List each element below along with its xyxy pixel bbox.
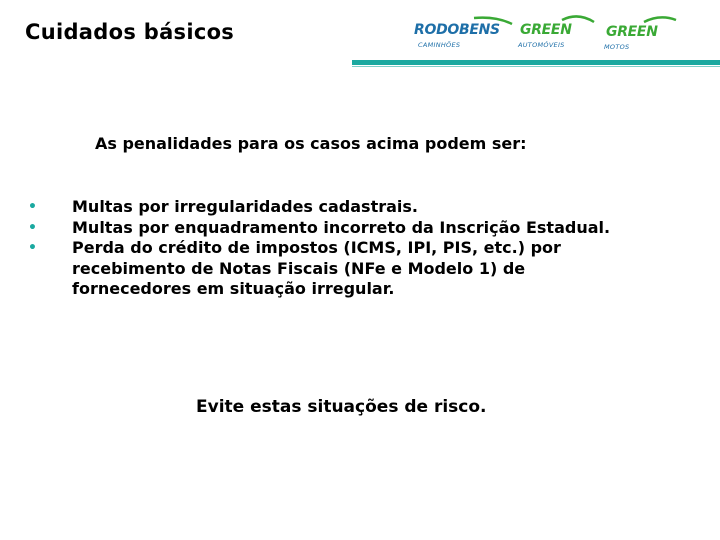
brand-logos [408, 14, 688, 52]
rodobens-logo-text: RODOBENS [414, 22, 500, 38]
green-motos-logo-text: GREEN [606, 24, 658, 40]
green-automoveis-logo [518, 14, 598, 52]
list-item-text: Multas por enquadramento incorreto da Inscrição Estadual. [72, 217, 611, 237]
penalties-list [25, 197, 695, 300]
rodobens-logo [414, 14, 514, 52]
bullet-icon: • [28, 199, 37, 215]
list-item [25, 218, 695, 239]
page-title: Cuidados básicos [25, 20, 235, 44]
bullet-icon: • [28, 219, 37, 236]
section-subtitle: As penalidades para os casos acima podem ser: [95, 134, 527, 153]
bullet-icon: • [28, 240, 37, 256]
list-item [25, 197, 695, 218]
green-automoveis-logo-subtext: AUTOMÓVEIS [518, 41, 565, 49]
list-item-text: Multas por irregularidades cadastrais. [72, 197, 418, 216]
rodobens-logo-subtext: CAMINHÕES [418, 41, 461, 49]
header-rule-thin [352, 66, 720, 67]
header-rule [352, 60, 720, 65]
closing-statement: Evite estas situações de risco. [196, 397, 487, 417]
list-item [25, 238, 695, 300]
green-motos-logo [604, 14, 684, 52]
green-motos-logo-subtext: MOTOS [604, 43, 630, 51]
list-item-text: Perda do crédito de impostos (ICMS, IPI, PIS, etc.) por recebimento de Notas Fiscais (NFe e Modelo 1) de fornecedores em situação irregular. [72, 238, 561, 298]
green-automoveis-logo-text: GREEN [520, 22, 572, 38]
